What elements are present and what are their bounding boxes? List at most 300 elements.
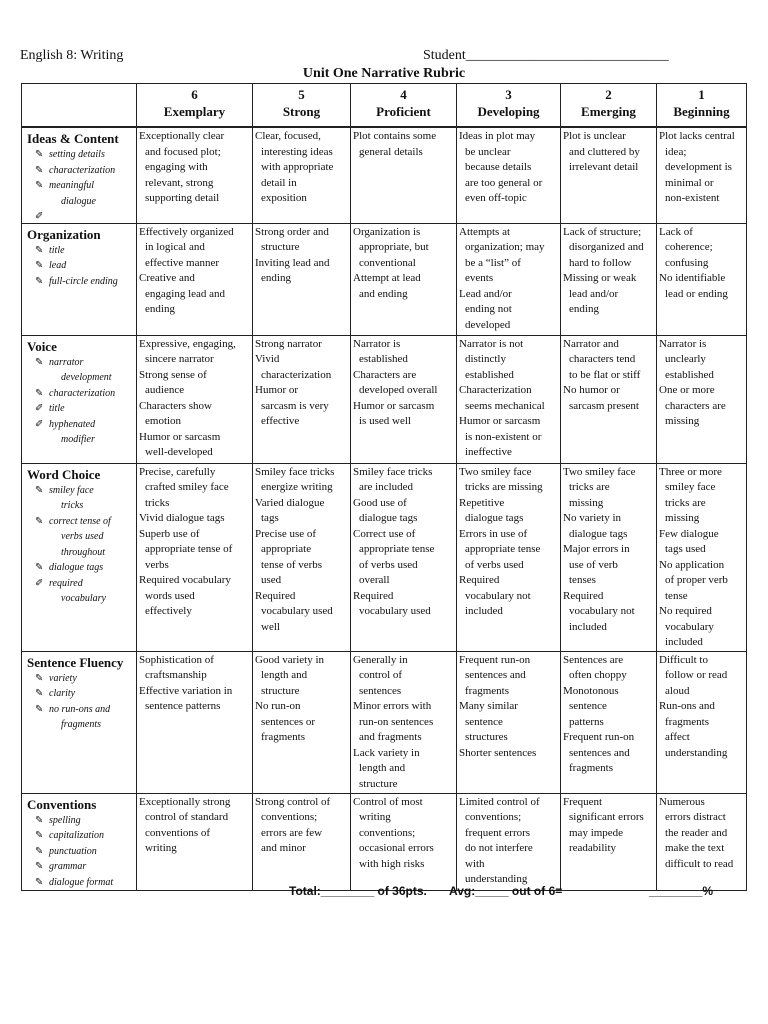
descriptor-cell-level-5 — [253, 463, 351, 651]
criterion-subitem — [27, 844, 133, 860]
criterion-subitem-label: spelling — [49, 814, 81, 826]
descriptor-line: No humor or — [563, 384, 620, 396]
descriptor-line: sentence patterns — [145, 700, 221, 712]
descriptor-line: significant errors — [569, 811, 644, 823]
descriptor-line: fragments — [465, 684, 509, 697]
descriptor-line: detail in — [261, 176, 297, 189]
average-field[interactable]: Avg:_____ out of 6= — [449, 884, 563, 898]
descriptor-cell-level-3 — [457, 793, 561, 891]
descriptor-line: Required vocabulary — [139, 574, 231, 586]
descriptor-line: Organization is — [353, 225, 421, 238]
descriptor-line: Correct use of — [353, 527, 416, 540]
descriptor-line: well-developed — [145, 446, 213, 458]
descriptor-line: Good use of — [353, 496, 407, 509]
descriptor-line: Exceptionally strong — [139, 795, 231, 808]
descriptor-line: Few dialogue — [659, 527, 719, 540]
criterion-subitem-label: dialogue — [61, 195, 96, 207]
descriptor-line: sentence — [569, 700, 607, 712]
descriptor-line: No required — [659, 605, 712, 617]
descriptor-line: ending — [145, 303, 175, 315]
descriptor-cell-level-6 — [137, 223, 253, 335]
pencil-icon: ✎ — [35, 876, 44, 888]
descriptor-line: and focused plot; — [145, 145, 221, 158]
descriptor-cell-level-1 — [657, 651, 747, 793]
descriptor-line: No variety in — [563, 512, 622, 524]
descriptor-line: writing — [145, 842, 177, 854]
corner-cell — [22, 84, 137, 128]
descriptor-line: Required — [459, 574, 500, 586]
criterion-cell — [22, 127, 137, 223]
criterion-subitem — [27, 147, 133, 163]
descriptor-line: sincere narrator — [145, 353, 214, 365]
descriptor-line: Two smiley face — [563, 465, 636, 478]
descriptor-line: Ideas in plot may — [459, 130, 536, 142]
descriptor-line: Exceptionally clear — [139, 130, 225, 142]
pencil-icon: ✎ — [35, 845, 44, 857]
descriptor-line: distinctly — [465, 353, 506, 365]
descriptor-line: of verbs used — [465, 558, 524, 571]
descriptor-line: characters tend — [569, 353, 636, 365]
descriptor-line: Shorter sentences — [459, 746, 537, 759]
descriptor-line: developed — [465, 318, 511, 331]
criterion-subitem-label: setting details — [49, 149, 105, 160]
descriptor-line: Required — [353, 589, 394, 602]
descriptor-line: relevant, strong — [145, 176, 214, 189]
descriptor-line: Sentences are — [563, 653, 624, 666]
descriptor-line: readability — [569, 842, 617, 854]
descriptor-line: Frequent run-on — [459, 653, 531, 666]
descriptor-line: Clear, focused, — [255, 130, 321, 142]
descriptor-line: Strong sense of — [139, 368, 207, 381]
pencil-icon: ✎ — [35, 861, 44, 872]
criterion-row-word-choice — [22, 463, 747, 651]
descriptor-line: Frequent — [563, 795, 603, 808]
descriptor-line: writing — [359, 811, 391, 823]
descriptor-cell-level-3 — [457, 127, 561, 223]
descriptor-cell-level-2 — [561, 651, 657, 793]
descriptor-line: are too general or — [465, 176, 543, 189]
descriptor-cell-level-4 — [351, 463, 457, 651]
descriptor-line: fragments — [569, 762, 613, 774]
level-label: Proficient — [376, 104, 431, 119]
descriptor-line: Narrator and — [563, 337, 619, 350]
descriptor-cell-level-6 — [137, 793, 253, 891]
descriptor-line: exposition — [261, 192, 307, 204]
descriptor-line: Characterization — [459, 384, 532, 396]
criterion-subitem — [27, 859, 133, 875]
descriptor-line: vocabulary — [665, 620, 714, 633]
criterion-subitem-label: title — [49, 244, 65, 256]
descriptor-line: Required — [563, 589, 604, 602]
descriptor-line: dialogue tags — [359, 512, 418, 524]
level-label: Strong — [282, 104, 321, 119]
descriptor-line: sentences and — [465, 669, 526, 681]
descriptor-line: use of verb — [569, 558, 618, 571]
criterion-subitem-label: clarity — [49, 688, 76, 699]
criterion-subitem — [27, 828, 133, 844]
criterion-title: Ideas & Content — [27, 131, 119, 146]
descriptor-cell-level-1 — [657, 127, 747, 223]
criterion-subitem-label: modifier — [61, 434, 95, 445]
descriptor-line: even off-topic — [465, 192, 527, 204]
descriptor-line: missing — [665, 512, 700, 524]
descriptor-line: sarcasm is very — [261, 399, 329, 412]
descriptor-line: Lack of structure; — [563, 225, 642, 238]
descriptor-line: tags used — [665, 543, 706, 555]
level-number: 4 — [400, 87, 407, 102]
descriptor-line: One or more — [659, 384, 715, 396]
descriptor-line: aloud — [665, 684, 690, 697]
descriptor-line: Narrator is not — [459, 337, 524, 350]
pencil-icon: ✎ — [35, 244, 44, 256]
pencil-icon: ✎ — [35, 484, 44, 496]
descriptor-line: sentence — [465, 715, 503, 728]
criterion-title: Voice — [27, 338, 57, 354]
descriptor-cell-level-6 — [137, 335, 253, 463]
descriptor-cell-level-4 — [351, 651, 457, 793]
descriptor-cell-level-5 — [253, 793, 351, 891]
descriptor-line: developed overall — [359, 384, 438, 396]
criterion-subitem — [27, 686, 133, 702]
descriptor-line: Precise use of — [255, 527, 317, 540]
descriptor-line: lead or ending — [665, 287, 728, 300]
descriptor-line: Limited control of — [459, 795, 540, 808]
criterion-subitem — [27, 243, 133, 259]
descriptor-line: Sophistication of — [139, 653, 214, 666]
level-label: Emerging — [581, 104, 636, 119]
descriptor-line: missing — [569, 496, 604, 509]
descriptor-line: Humor or sarcasm — [459, 415, 541, 427]
descriptor-line: appropriate tense — [359, 543, 435, 555]
descriptor-line: tricks — [145, 496, 170, 509]
descriptor-line: is non-existent or — [465, 430, 542, 443]
descriptor-line: are included — [359, 481, 414, 493]
criterion-subitem — [27, 576, 133, 592]
descriptor-line: general details — [359, 145, 423, 158]
descriptor-cell-level-1 — [657, 223, 747, 335]
descriptor-line: energize writing — [261, 481, 333, 493]
descriptor-cell-level-6 — [137, 651, 253, 793]
criterion-subitem-label: development — [61, 372, 112, 383]
criterion-subitem — [27, 163, 133, 179]
rubric-title: Unit One Narrative Rubric — [302, 66, 466, 81]
descriptor-cell-level-2 — [561, 127, 657, 223]
descriptor-line: Many similar — [459, 700, 518, 712]
descriptor-line: Humor or sarcasm — [353, 399, 435, 412]
descriptor-line: tricks are missing — [465, 481, 543, 493]
descriptor-line: Attempt at lead — [353, 272, 421, 284]
pencil-icon: ✎ — [35, 830, 44, 841]
descriptor-line: vocabulary not — [465, 589, 531, 602]
descriptor-line: ending not — [465, 303, 512, 315]
descriptor-line: and ending — [359, 287, 408, 300]
descriptor-line: Humor or sarcasm — [139, 430, 221, 443]
descriptor-line: appropriate tense of — [145, 543, 233, 555]
level-number: 2 — [605, 87, 612, 102]
descriptor-line: ineffective — [465, 446, 512, 458]
descriptor-cell-level-5 — [253, 651, 351, 793]
descriptor-line: engaging with — [145, 161, 208, 173]
criterion-title: Sentence Fluency — [27, 654, 124, 670]
descriptor-line: frequent errors — [465, 826, 531, 839]
descriptor-line: supporting detail — [145, 192, 220, 204]
pencil-icon: ✎ — [35, 164, 44, 176]
descriptor-line: tricks are — [569, 481, 610, 493]
pencil-outline-icon: ✐ — [35, 403, 44, 414]
descriptor-line: ending — [569, 303, 599, 315]
descriptor-line: idea; — [665, 145, 687, 158]
descriptor-line: Plot is unclear — [563, 130, 626, 142]
level-number: 3 — [505, 87, 512, 102]
descriptor-line: Plot lacks central — [659, 130, 735, 142]
descriptor-line: dialogue tags — [569, 527, 628, 540]
criterion-subitem — [27, 514, 133, 530]
level-header-5 — [253, 84, 351, 128]
criterion-row-voice — [22, 335, 747, 463]
descriptor-line: be unclear — [465, 145, 511, 158]
descriptor-line: crafted smiley face — [145, 481, 229, 493]
descriptor-line: overall — [359, 574, 390, 586]
pencil-icon: ✎ — [35, 149, 44, 160]
pencil-outline-icon: ✐ — [35, 577, 44, 589]
descriptor-line: Good variety in — [255, 653, 325, 666]
criterion-subitem-label: required — [49, 577, 83, 589]
header-row — [22, 84, 747, 128]
criterion-subitem-label: narrator — [49, 356, 84, 368]
descriptor-line: patterns — [569, 715, 604, 728]
descriptor-line: structure — [359, 777, 398, 790]
descriptor-cell-level-5 — [253, 335, 351, 463]
descriptor-line: included — [465, 605, 503, 617]
descriptor-line: Strong control of — [255, 795, 331, 808]
criterion-title: Conventions — [27, 796, 97, 812]
descriptor-line: included — [665, 636, 703, 648]
criterion-subitem — [27, 529, 133, 545]
criterion-subitem-label: verbs used — [61, 531, 104, 542]
descriptor-line: Humor or — [255, 384, 299, 396]
criterion-subitem-label: no run-ons and — [49, 703, 111, 715]
pencil-icon: ✎ — [35, 814, 44, 826]
pencil-icon: ✎ — [35, 260, 44, 271]
descriptor-line: Characters are — [353, 368, 417, 381]
descriptor-line: Effectively organized — [139, 225, 234, 238]
descriptor-line: conventional — [359, 256, 416, 269]
descriptor-line: characterization — [261, 368, 332, 381]
descriptor-line: appropriate tense — [465, 543, 541, 555]
descriptor-line: established — [665, 368, 714, 381]
pencil-outline-icon: ✐ — [35, 418, 44, 430]
criterion-subitem — [27, 274, 133, 290]
descriptor-line: errors are few — [261, 826, 323, 839]
descriptor-line: used — [261, 574, 282, 586]
descriptor-line: sentences and — [569, 746, 630, 759]
descriptor-line: unclearly — [665, 353, 706, 365]
descriptor-line: Lack of — [659, 225, 693, 238]
descriptor-line: Narrator is — [353, 337, 401, 350]
descriptor-line: understanding — [465, 873, 528, 885]
descriptor-line: follow or read — [665, 669, 728, 681]
descriptor-line: dialogue tags — [465, 512, 524, 524]
level-label: Developing — [477, 104, 540, 119]
descriptor-line: ending — [261, 272, 291, 284]
pencil-icon: ✎ — [35, 562, 44, 573]
descriptor-line: conventions; — [261, 811, 318, 823]
descriptor-line: Precise, carefully — [139, 465, 216, 478]
descriptor-cell-level-2 — [561, 793, 657, 891]
criterion-title: Organization — [27, 226, 101, 242]
criterion-subitem-label: throughout — [61, 546, 106, 558]
level-header-1 — [657, 84, 747, 128]
descriptor-cell-level-6 — [137, 127, 253, 223]
criterion-subitem — [27, 717, 133, 733]
descriptor-line: No application — [659, 558, 725, 571]
descriptor-cell-level-4 — [351, 793, 457, 891]
student-name-field[interactable]: Student_____________________________ — [423, 48, 669, 63]
descriptor-line: run-on sentences — [359, 715, 434, 728]
descriptor-line: Superb use of — [139, 527, 200, 540]
descriptor-cell-level-1 — [657, 793, 747, 891]
criterion-subitem — [27, 498, 133, 514]
descriptor-line: Inviting lead and — [255, 256, 330, 269]
descriptor-line: conventions; — [359, 826, 416, 839]
criterion-subitem — [27, 483, 133, 499]
descriptor-line: be a “list” of — [465, 256, 521, 269]
criterion-subitem-label: correct tense of — [49, 515, 111, 527]
descriptor-line: Lack variety in — [353, 746, 420, 759]
descriptor-line: to be flat or stiff — [569, 368, 641, 381]
level-number: 6 — [191, 87, 198, 102]
descriptor-cell-level-2 — [561, 223, 657, 335]
descriptor-line: of verbs used — [359, 558, 418, 571]
criterion-subitem-label: title — [49, 403, 65, 414]
criterion-row-conventions — [22, 793, 747, 891]
criterion-subitem-label: tricks — [61, 500, 84, 511]
descriptor-line: Effective variation in — [139, 684, 233, 697]
descriptor-line: vocabulary used — [359, 605, 431, 617]
level-label: Beginning — [673, 104, 730, 119]
descriptor-line: Monotonous — [563, 684, 619, 697]
rubric-table — [21, 83, 747, 891]
descriptor-line: and fragments — [359, 731, 422, 743]
descriptor-line: smiley face — [665, 481, 716, 493]
descriptor-line: Varied dialogue — [255, 496, 325, 509]
criterion-subitem-label: characterization — [49, 387, 116, 399]
descriptor-line: structures — [465, 731, 508, 743]
criterion-row-sentence-fluency — [22, 651, 747, 793]
descriptor-line: understanding — [665, 746, 728, 759]
descriptor-line: effectively — [145, 605, 192, 617]
criterion-subitem-label: lead — [49, 260, 67, 271]
descriptor-line: Minor errors with — [353, 700, 432, 712]
descriptor-line: audience — [145, 384, 185, 396]
descriptor-line: Narrator is — [659, 337, 707, 350]
descriptor-line: Plot contains some — [353, 130, 437, 142]
descriptor-line: Frequent run-on — [563, 731, 635, 743]
descriptor-line: well — [261, 620, 280, 633]
descriptor-line: appropriate — [261, 543, 312, 555]
criterion-subitem-label: meaningful — [49, 180, 94, 191]
criterion-cell — [22, 335, 137, 463]
descriptor-line: Control of most — [353, 795, 423, 808]
descriptor-cell-level-4 — [351, 127, 457, 223]
criterion-subitem-label: hyphenated — [49, 418, 96, 430]
criterion-subitem — [27, 386, 133, 402]
total-points-field[interactable]: Total:________ of 36pts. — [289, 884, 427, 898]
descriptor-line: tags — [261, 512, 279, 524]
descriptor-cell-level-5 — [253, 127, 351, 223]
criterion-subitem — [27, 432, 133, 448]
criterion-subitem — [27, 355, 133, 371]
descriptor-line: effective manner — [145, 256, 220, 269]
descriptor-cell-level-2 — [561, 463, 657, 651]
descriptor-line: irrelevant detail — [569, 161, 639, 173]
criterion-subitem-label: variety — [49, 672, 77, 684]
level-header-4 — [351, 84, 457, 128]
pencil-icon: ✎ — [35, 387, 44, 399]
descriptor-line: Strong narrator — [255, 337, 322, 350]
criterion-subitem — [27, 545, 133, 561]
descriptor-line: established — [359, 353, 408, 365]
criterion-subitem — [27, 194, 133, 210]
descriptor-line: fragments — [665, 715, 709, 728]
descriptor-line: control of standard — [145, 811, 229, 823]
descriptor-line: Vivid — [255, 353, 280, 365]
descriptor-line: hard to follow — [569, 256, 632, 269]
descriptor-cell-level-3 — [457, 335, 561, 463]
descriptor-line: Difficult to — [659, 653, 708, 666]
descriptor-line: the reader and — [665, 826, 728, 839]
descriptor-line: Three or more — [659, 465, 722, 478]
descriptor-line: events — [465, 272, 494, 284]
descriptor-line: with high risks — [359, 857, 425, 870]
descriptor-line: tricks are — [665, 496, 706, 509]
criterion-title: Word Choice — [27, 466, 101, 482]
descriptor-line: Attempts at — [459, 225, 511, 238]
descriptor-line: errors distract — [665, 811, 726, 823]
pencil-icon: ✎ — [35, 703, 44, 715]
descriptor-line: Vivid dialogue tags — [139, 512, 225, 524]
descriptor-line: sarcasm present — [569, 399, 639, 412]
level-header-3 — [457, 84, 561, 128]
pencil-icon: ✎ — [35, 672, 44, 684]
descriptor-line: Creative and — [139, 272, 195, 284]
criterion-cell — [22, 463, 137, 651]
descriptor-cell-level-3 — [457, 463, 561, 651]
criterion-subitem-label: grammar — [49, 861, 87, 872]
descriptor-line: tense of verbs — [261, 558, 323, 571]
criterion-subitem-label: vocabulary — [61, 593, 106, 604]
descriptor-line: engaging lead and — [145, 287, 226, 300]
descriptor-cell-level-6 — [137, 463, 253, 651]
criterion-subitem-label: dialogue format — [49, 876, 114, 888]
descriptor-line: sentences or — [261, 715, 316, 728]
descriptor-line: often choppy — [569, 669, 627, 681]
level-number: 5 — [298, 87, 305, 102]
descriptor-line: of proper verb — [665, 574, 728, 586]
criterion-subitem — [27, 702, 133, 718]
descriptor-line: lead and/or — [569, 287, 619, 300]
descriptor-line: effective — [261, 415, 300, 427]
descriptor-line: length and — [261, 669, 308, 681]
descriptor-line: Smiley face tricks — [255, 465, 335, 478]
descriptor-line: and cluttered by — [569, 145, 640, 158]
pencil-icon: ✎ — [35, 180, 44, 191]
percent-field[interactable]: ________% — [649, 884, 714, 898]
descriptor-line: coherence; — [665, 241, 713, 253]
descriptor-line: affect — [665, 731, 690, 743]
pencil-icon: ✎ — [35, 356, 44, 368]
criterion-subitem — [27, 370, 133, 386]
